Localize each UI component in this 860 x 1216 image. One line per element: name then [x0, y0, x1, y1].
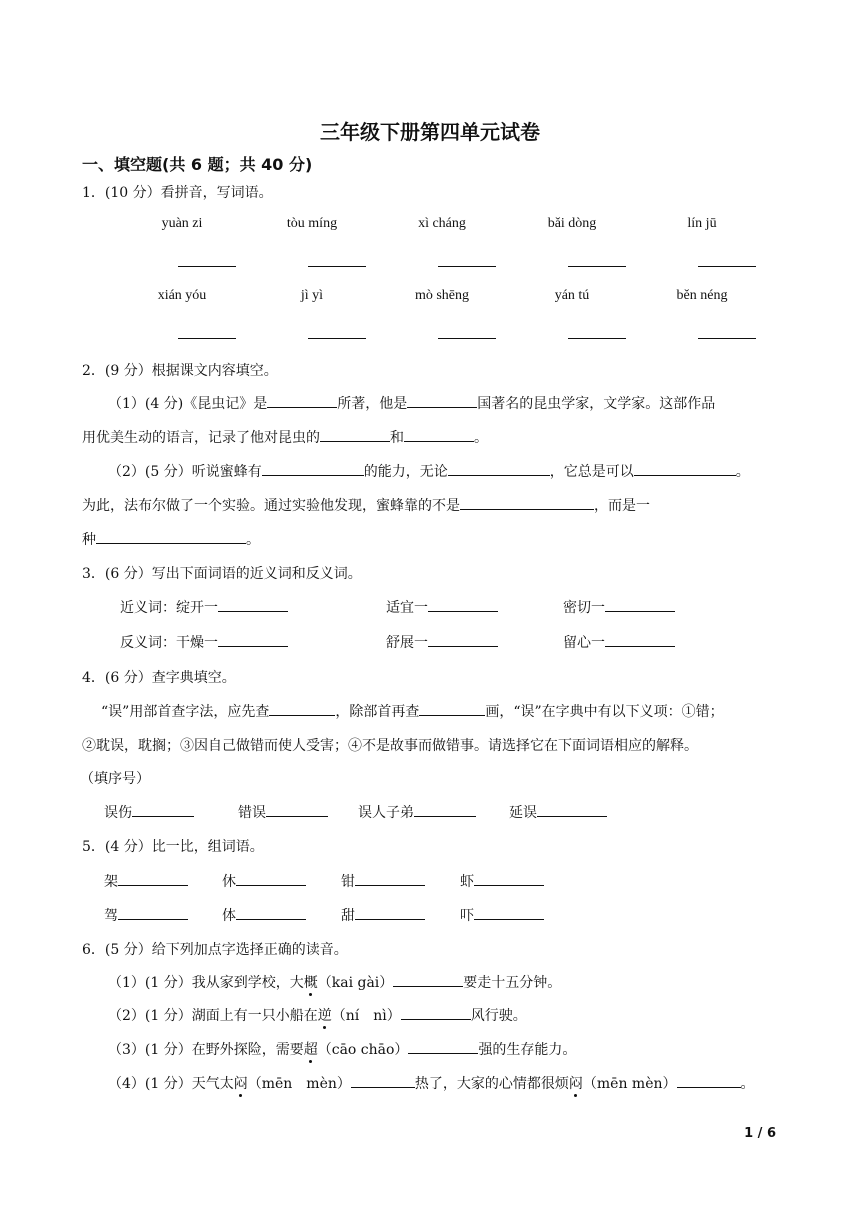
answer-blank[interactable] [118, 871, 188, 886]
answer-blank[interactable] [236, 871, 306, 886]
answer-blank[interactable] [320, 427, 390, 442]
question-6-item-1: （1）(1 分）我从家到学校，大概（kai gài） 要走十五分钟。 [108, 972, 561, 992]
question-1-stem: 1．(10 分）看拼音，写词语。 [82, 185, 273, 201]
answer-blank[interactable] [428, 597, 498, 612]
question-5-stem: 5．(4 分）比一比，组词语。 [82, 839, 264, 855]
answer-blank[interactable] [428, 632, 498, 647]
answer-blank[interactable] [474, 871, 544, 886]
answer-blank[interactable] [537, 802, 607, 817]
answer-blank[interactable] [118, 905, 188, 920]
answer-blank[interactable] [269, 701, 335, 716]
page-title: 三年级下册第四单元试卷 [320, 120, 540, 144]
pinyin: mò shēng [414, 288, 470, 303]
question-6-stem: 6．(5 分）给下列加点字选择正确的读音。 [82, 942, 348, 958]
pinyin: xián yóu [157, 288, 207, 303]
answer-blank[interactable] [178, 338, 236, 339]
char-compare: 体 [222, 905, 306, 925]
question-4-line-1: “误”用部首查字法，应先查 ，除部首再查 画，“误”在字典中有以下义项：①错； [101, 701, 724, 721]
word-3: 误人子弟 [358, 802, 476, 822]
dotted-char: 闷 [568, 1076, 583, 1092]
question-2-part-1-cont: 用优美生动的语言，记录了他对昆虫的 和 。 [82, 427, 488, 447]
answer-blank[interactable] [401, 1005, 471, 1020]
question-4-line-2: ②耽误，耽搁；③因自己做错而使人受害；④不是故事而做错事。请选择它在下面词语相应的解释。 [82, 738, 698, 754]
word-1: 误伤 [104, 802, 194, 822]
dotted-char: 超 [303, 1042, 318, 1058]
synonym-1: 近义词：绽开一 [120, 597, 288, 617]
answer-blank[interactable] [605, 632, 675, 647]
dotted-char: 逆 [317, 1008, 332, 1024]
pinyin: běn néng [676, 288, 728, 303]
char-compare: 钳 [341, 871, 425, 891]
dotted-char: 概 [303, 975, 318, 991]
answer-blank[interactable] [568, 338, 626, 339]
answer-blank[interactable] [351, 1073, 415, 1088]
answer-blank[interactable] [96, 529, 246, 544]
synonym-2: 适宜一 [386, 597, 498, 617]
answer-blank[interactable] [460, 495, 594, 510]
pinyin: jì yì [300, 288, 324, 303]
page-number: 1 / 6 [744, 1126, 776, 1141]
answer-blank[interactable] [438, 266, 496, 267]
question-2-part-2: （2）(5 分）听说蜜蜂有 的能力，无论 ，它总是可以 。 [108, 461, 750, 481]
answer-blank[interactable] [355, 871, 425, 886]
char-compare: 架 [104, 871, 188, 891]
answer-blank[interactable] [407, 393, 477, 408]
answer-blank[interactable] [568, 266, 626, 267]
pinyin: yuàn zi [161, 216, 203, 231]
question-6-item-3: （3）(1 分）在野外探险，需要超（cāo chāo） 强的生存能力。 [108, 1039, 576, 1059]
answer-blank[interactable] [605, 597, 675, 612]
question-6-item-4: （4）(1 分）天气太闷（mēn mèn） 热了，大家的心情都很烦闷（mēn mèn） 。 [108, 1073, 755, 1093]
answer-blank[interactable] [634, 461, 736, 476]
answer-blank[interactable] [308, 266, 366, 267]
pinyin: tòu míng [286, 216, 338, 231]
answer-blank[interactable] [308, 338, 366, 339]
answer-blank[interactable] [448, 461, 550, 476]
antonym-3: 留心一 [563, 632, 675, 652]
char-compare: 甜 [341, 905, 425, 925]
answer-blank[interactable] [698, 338, 756, 339]
question-4-line-3: （填序号） [80, 771, 150, 787]
answer-blank[interactable] [132, 802, 194, 817]
char-compare: 休 [222, 871, 306, 891]
word-4: 延误 [509, 802, 607, 822]
char-compare: 吓 [460, 905, 544, 925]
antonym-2: 舒展一 [386, 632, 498, 652]
answer-blank[interactable] [218, 632, 288, 647]
answer-blank[interactable] [677, 1073, 741, 1088]
answer-blank[interactable] [267, 393, 337, 408]
answer-blank[interactable] [408, 1039, 478, 1054]
word-2: 错误 [238, 802, 328, 822]
answer-blank[interactable] [419, 701, 485, 716]
dotted-char: 闷 [233, 1076, 248, 1092]
char-compare: 驾 [104, 905, 188, 925]
pinyin: xì cháng [418, 216, 466, 231]
question-2-stem: 2．(9 分）根据课文内容填空。 [82, 363, 278, 379]
answer-blank[interactable] [236, 905, 306, 920]
pinyin: yán tú [554, 288, 590, 303]
pinyin: lín jū [687, 216, 717, 231]
answer-blank[interactable] [474, 905, 544, 920]
question-2-part-2-end: 种 。 [82, 529, 260, 549]
answer-blank[interactable] [393, 972, 463, 987]
section-heading: 一、填空题(共 6 题；共 40 分) [82, 155, 313, 174]
answer-blank[interactable] [178, 266, 236, 267]
answer-blank[interactable] [698, 266, 756, 267]
answer-blank[interactable] [414, 802, 476, 817]
answer-blank[interactable] [266, 802, 328, 817]
question-2-part-1: （1）(4 分)《昆虫记》是 所著，他是 国著名的昆虫学家，文学家。这部作品 [108, 393, 715, 413]
answer-blank[interactable] [438, 338, 496, 339]
synonym-3: 密切一 [563, 597, 675, 617]
question-4-stem: 4．(6 分）查字典填空。 [82, 670, 236, 686]
answer-blank[interactable] [218, 597, 288, 612]
answer-blank[interactable] [404, 427, 474, 442]
pinyin: bǎi dòng [547, 216, 597, 231]
question-6-item-2: （2）(1 分）湖面上有一只小船在逆（ní nì） 风行驶。 [108, 1005, 527, 1025]
antonym-1: 反义词：干燥一 [120, 632, 288, 652]
answer-blank[interactable] [355, 905, 425, 920]
question-3-stem: 3．(6 分）写出下面词语的近义词和反义词。 [82, 566, 362, 582]
answer-blank[interactable] [262, 461, 364, 476]
char-compare: 虾 [460, 871, 544, 891]
question-2-part-2-cont: 为此，法布尔做了一个实验。通过实验他发现，蜜蜂靠的不是 ，而是一 [82, 495, 650, 515]
